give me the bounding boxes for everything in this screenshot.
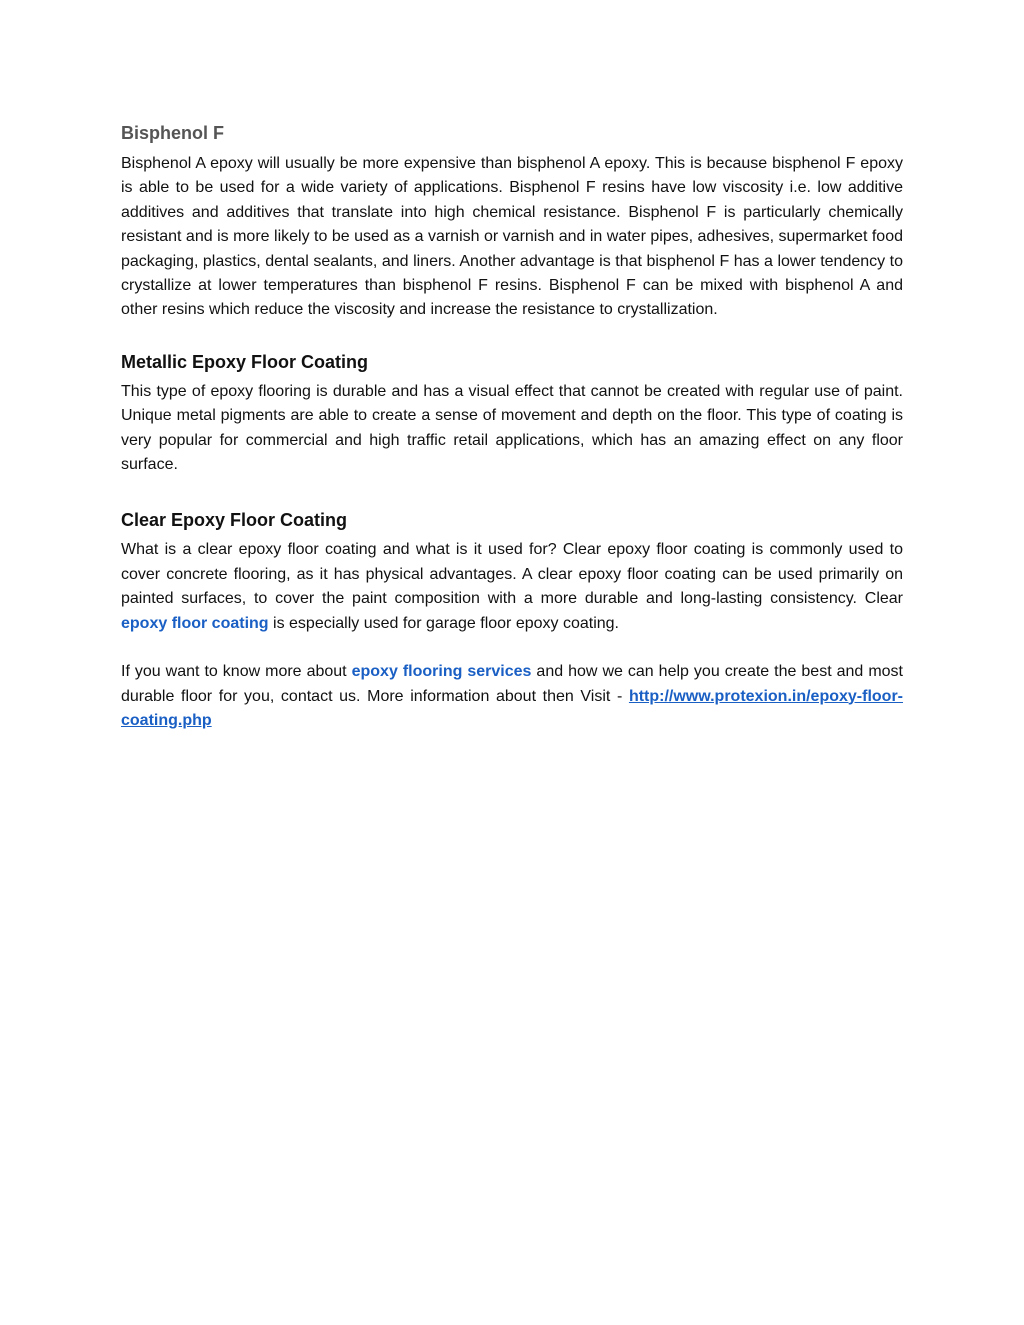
document-page — [121, 118, 903, 733]
protexion-url-link[interactable]: http://www.protexion.in/epoxy-floor-coating.php — [121, 687, 903, 729]
contact-text-before-link: If you want to know more about — [121, 663, 352, 681]
epoxy-flooring-services-link[interactable]: epoxy flooring services — [351, 663, 532, 681]
epoxy-floor-coating-link[interactable]: epoxy floor coating — [121, 614, 269, 632]
contact-text-after-link: and how we can help you create the best and most durable floor for you, contact us. More information about then Visit - — [121, 663, 903, 705]
bisphenol-f-paragraph: Bisphenol A epoxy will usually be more expensive than bisphenol A epoxy. This is because bisphenol F epoxy is able to be used for a wide variety of applications. Bisphenol F resins have low viscosity i.e. low additive additives and additives that translate into high chemical resistance. Bisphenol F is particularly chemically resistant and is more likely to be used as a varnish or varnish and in water pipes, adhesives, supermarket food packaging, plastics, dental sealants, and liners. Another advantage is that bisphenol F has a lower tendency to crystallize at lower temperatures than bisphenol F resins. Bisphenol F can be mixed with bisphenol A and other resins which reduce the viscosity and increase the resistance to crystallization. — [121, 155, 903, 319]
clear-epoxy-text-after-link: is especially used for garage floor epoxy coating. — [268, 614, 619, 632]
contact-paragraph — [121, 660, 903, 733]
clear-epoxy-paragraph — [121, 538, 903, 636]
clear-epoxy-heading: Clear Epoxy Floor Coating — [121, 510, 348, 531]
bisphenol-f-heading: Bisphenol F — [121, 123, 224, 143]
metallic-epoxy-paragraph: This type of epoxy flooring is durable and has a visual effect that cannot be created with regular use of paint. Unique metal pigments are able to create a sense of movement and depth on the floor. This type of coating is very popular for commercial and high traffic retail applications, which has an amazing effect on any floor surface. — [121, 382, 903, 474]
metallic-epoxy-heading: Metallic Epoxy Floor Coating — [121, 351, 369, 372]
clear-epoxy-text-before-link: What is a clear epoxy floor coating and what is it used for? Clear epoxy floor coating is commonly used to cover concrete flooring, as it has physical advantages. A clear epoxy floor coating can be used primarily on painted surfaces, to cover the paint composition with a more durable and long-lasting consistency. Clear — [121, 541, 903, 608]
